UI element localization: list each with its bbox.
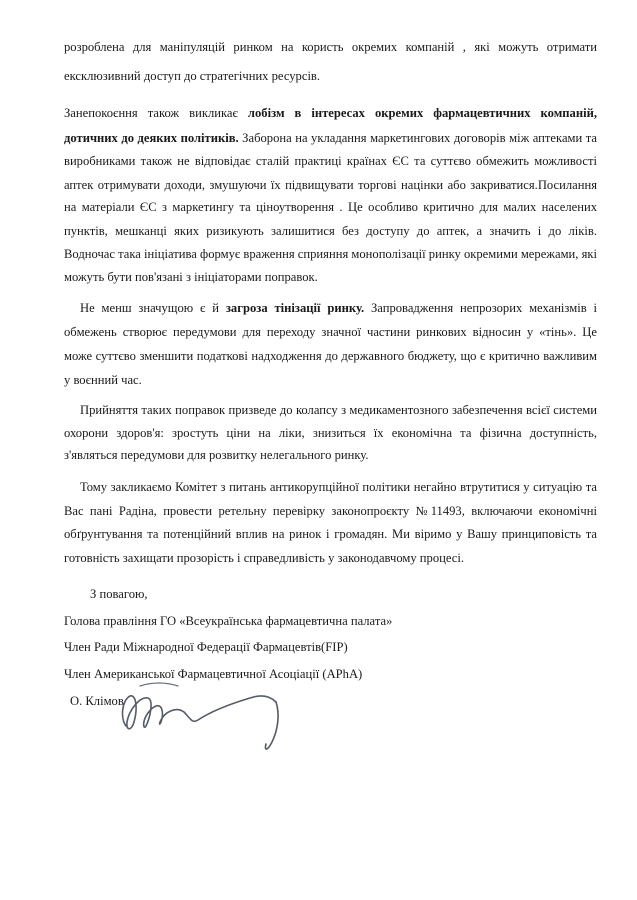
- paragraph-line: обмежень створює передумови для переходу значної частини ринкових відносин у «тінь». Це: [64, 325, 597, 339]
- text-run: Занепокоєння також викликає: [64, 106, 248, 120]
- paragraph-line: розроблена для маніпуляцій ринком на користь окремих компаній , які можуть отримати: [64, 40, 597, 54]
- paragraph-line: [64, 106, 597, 121]
- paragraph-line: виробниками також не відповідає сталій практиці країнах ЄС та суттєво обмежить можливості: [64, 154, 597, 168]
- paragraph-line: на матеріали ЄС з маркетингу та ціноутворення . Це особливо критично для малих населених: [64, 200, 597, 214]
- paragraph-line: можуть бути пов'язані з ініціаторами поправок.: [64, 270, 318, 284]
- signer-title: Член Ради Міжнародної Федерації Фармацевтів(FIP): [64, 640, 348, 654]
- paragraph-line: Вас пані Радіна, провести ретельну перевірку законопроєкту №11493, включаючи економічні: [64, 504, 597, 518]
- paragraph-line: пунктів, мешканці яких ризикують залишитися без доступу до аптек, а значить і до ліків.: [64, 224, 597, 238]
- text-run: Заборона на укладання маркетингових договорів між аптеками та: [238, 131, 597, 145]
- signer-name: О. Клімов: [70, 694, 124, 708]
- paragraph-line: аптек отримувати доходи, змушуючи їх підвищувати торгові націнки або закриватися.Посилання: [64, 178, 597, 192]
- paragraph-line: може суттєво зменшити податкові надходження до державного бюджету, що є критично важливим: [64, 349, 597, 363]
- paragraph-line: Тому закликаємо Комітет з питань антикорупційної політики негайно втрутитися у ситуацію та: [80, 480, 597, 494]
- paragraph-line: Прийняття таких поправок призведе до колапсу з медикаментозного забезпечення всієї системи: [80, 403, 597, 417]
- handwritten-signature: [100, 678, 300, 758]
- paragraph-line: охорони здоров'я: зростуть ціни на ліки, знизиться їх економічна та фізична доступність,: [64, 426, 597, 440]
- paragraph-line: [64, 131, 597, 146]
- paragraph-line: [80, 301, 597, 316]
- paragraph-line: обґрунтування та потенційний вплив на ринок і громадян. Ми віримо у Вашу принциповість та: [64, 527, 597, 541]
- text-run: Запровадження непрозорих механізмів і: [364, 301, 597, 315]
- bold-run: лобізм в інтересах окремих фармацевтичних компаній,: [247, 106, 597, 120]
- text-run: Не менш значущою є й: [80, 301, 226, 315]
- paragraph-line: з'являться передумови для розвитку нелегального ринку.: [64, 448, 369, 462]
- bold-run: загроза тінізації ринку.: [225, 301, 365, 315]
- signer-title: Член Американської Фармацевтичної Асоціації (APhA): [64, 667, 363, 681]
- paragraph-line: у воєнний час.: [64, 373, 142, 387]
- paragraph-line: Водночас така ініціатива формує враження сприяння монополізації ринку окремими мережами, які: [64, 247, 597, 261]
- signer-title: Голова правління ГО «Всеукраїнська фармацевтична палата»: [64, 614, 393, 628]
- closing-greeting: З повагою,: [90, 587, 148, 601]
- paragraph-line: готовність захищати прозорість і справедливість у законодавчому процесі.: [64, 551, 465, 565]
- paragraph-line: ексклюзивний доступ до стратегічних ресурсів.: [64, 69, 321, 83]
- bold-run: дотичних до деяких політиків.: [64, 131, 239, 145]
